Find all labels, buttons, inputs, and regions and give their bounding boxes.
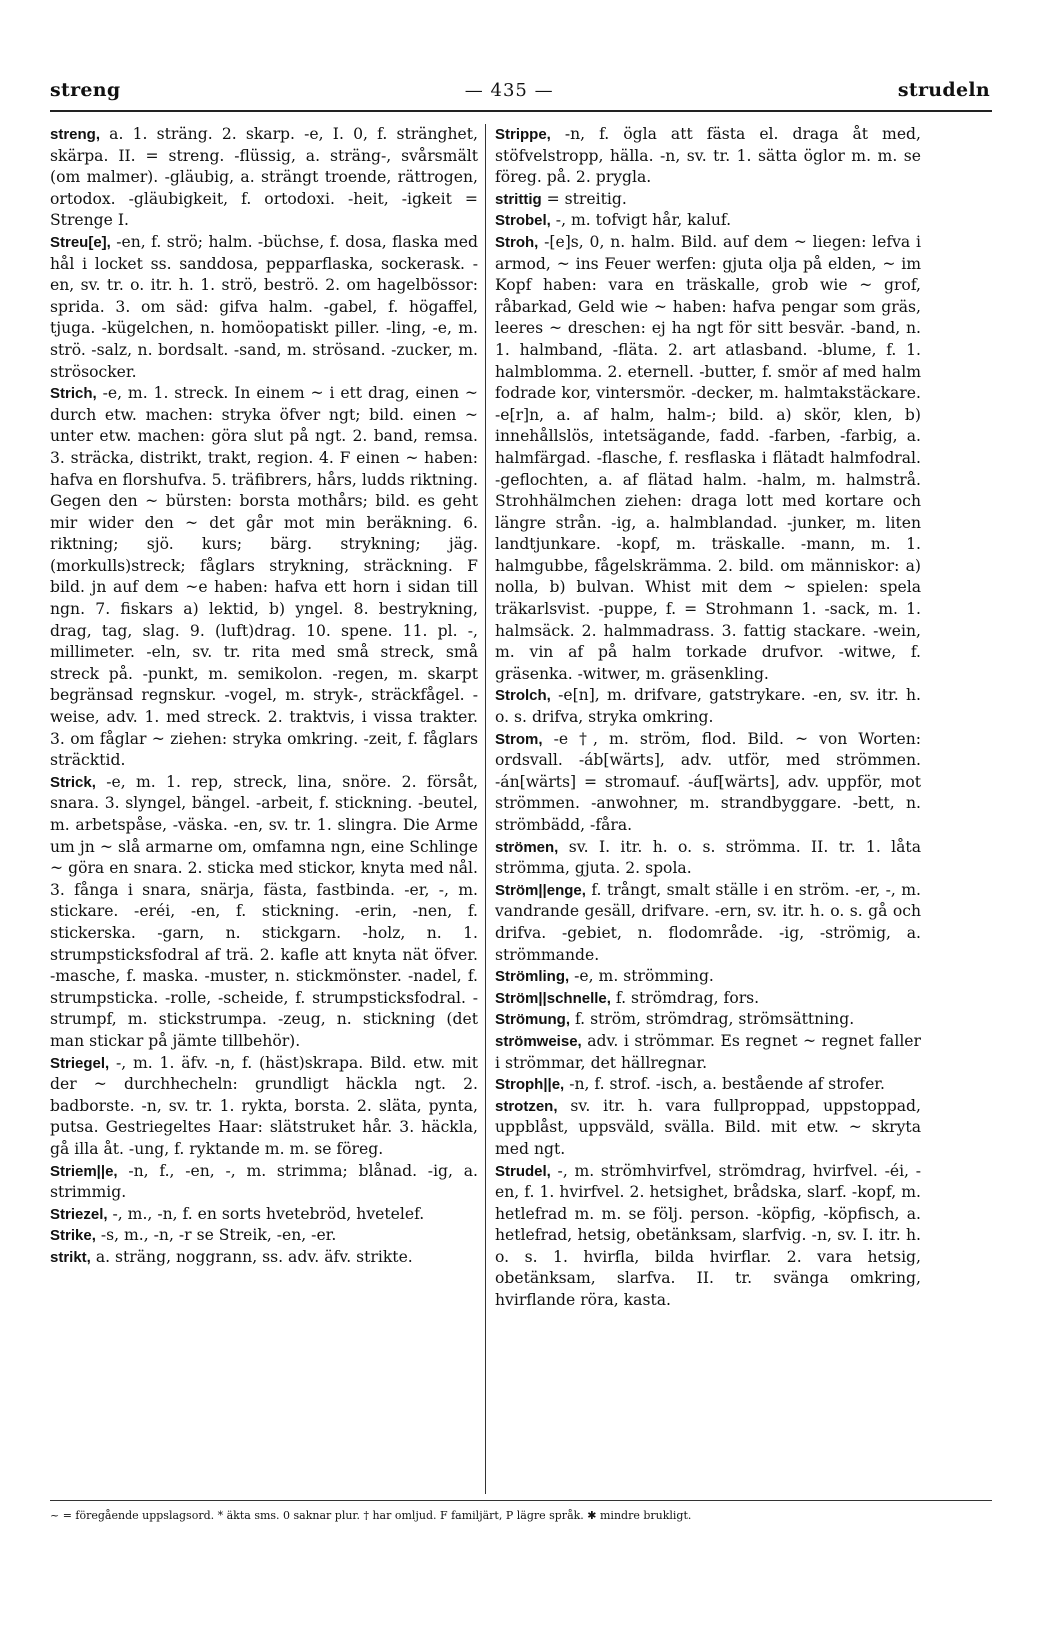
- entry-definition: -n, f. strof. -isch, a. bestående af strofer.: [564, 1075, 885, 1094]
- entry-definition: a. sträng, noggrann, ss. adv. äfv. strikte.: [90, 1247, 413, 1266]
- dictionary-entry: [495, 210, 921, 232]
- dictionary-entry: [50, 1161, 478, 1204]
- entry-definition: -e, m. strömming.: [569, 967, 714, 986]
- entry-definition: -, m. strömhvirfvel, strömdrag, hvirfvel. -éi, -en, f. 1. hvirfvel. 2. hetsighet, brådska, slarf. -kopf, m. hetlefrad m. m. se följ. person. -köpfig, -köpfisch, a. hetlefrad, hetsig, obetänksam, slarfvig. -n, sv. I. itr. h. o. s. 1. hvirfla, bilda hvirflar. 2. vara hetsig, obetänksam, slarfva. II. tr. svänga omkring, hvirflande röra, kasta.: [495, 1161, 921, 1310]
- entry-definition: = streitig.: [541, 189, 627, 208]
- entry-headword: Ström||schnelle,: [495, 989, 611, 1007]
- entry-headword: strömen,: [495, 838, 559, 856]
- entry-definition: -, m., -n, f. en sorts hvetebröd, hvetelef.: [107, 1204, 425, 1223]
- dictionary-entry: [50, 232, 478, 383]
- entry-headword: Strudel,: [495, 1162, 551, 1180]
- entry-headword: Strippe,: [495, 126, 551, 143]
- dictionary-entry: [495, 880, 921, 966]
- entry-definition: f. ström, strömdrag, strömsättning.: [570, 1010, 855, 1029]
- header-right-headword: strudeln: [897, 79, 990, 101]
- dictionary-entry: [495, 124, 921, 189]
- entry-definition: -, m. tofvigt hår, kaluf.: [550, 211, 732, 230]
- entry-definition: -n, f., -en, -, m. strimma; blånad. -ig, a. strimmig.: [50, 1161, 478, 1202]
- left-column: [50, 124, 478, 1584]
- header-rule: [50, 110, 992, 112]
- dictionary-entry: [50, 124, 478, 232]
- entry-definition: -en, f. strö; halm. -büchse, f. dosa, flaska med hål i locket ss. sanddosa, pepparflaska, sockerask. -en, sv. tr. o. itr. h. 1. strö, beströ. 2. om hagelbössor: sprida. 3. om säd: gifva halm. -gabel, f. högaffel, tjuga. -kügelchen, n. homöopatiskt piller. -ling, -e, m. strö. -salz, n. bordsalt. -sand, m. strösand. -zucker, m. strösocker.: [50, 232, 478, 381]
- dictionary-entry: [50, 1204, 478, 1226]
- entry-headword: strikt,: [50, 1248, 91, 1266]
- dictionary-entry: [495, 232, 921, 685]
- page-number: — 435 —: [464, 79, 554, 101]
- entry-headword: Strömung,: [495, 1011, 570, 1029]
- column-divider: [485, 124, 486, 1494]
- entry-headword: Stroph||e,: [495, 1076, 565, 1094]
- dictionary-entry: [495, 685, 921, 728]
- entry-headword: strittig: [495, 190, 542, 208]
- dictionary-entry: [495, 729, 921, 837]
- entry-definition: -e, m. 1. rep, streck, lina, snöre. 2. försåt, snara. 3. slyngel, bängel. -arbeit, f. stickning. -beutel, m. arbetspåse, -väska. -en, sv. tr. 1. slingra. Die Arme um jn ~ slå armarne om, omfamna ngn, eine Schlinge ~ göra en snara. 2. sticka med stickor, knyta med nål. 3. fånga i snara, snärja, fästa, fastbinda. -er, -, m. stickare. -eréi, -en, f. stickning. -erin, -nen, f. stickerska. -garn, n. stickgarn. -holz, n. 1. strumpsticksfodral af trä. 2. kafle att knyta nät öfver. -masche, f. maska. -muster, n. stickmönster. -nadel, f. strumpsticka. -rolle, -scheide, f. strumpsticksfodral. -strumpf, m. stickstrumpa. -zeug, n. stickning (det man stickar på jämte tillbehör).: [50, 772, 478, 1050]
- abbreviation-legend: ~ = föregående uppslagsord. * äkta sms. 0 saknar plur. † har omljud. F familjärt, P lägre språk. ✱ mindre brukligt.: [50, 1509, 692, 1522]
- entry-headword: strotzen,: [495, 1097, 558, 1115]
- dictionary-entry: [495, 1096, 921, 1161]
- entry-headword: Strich,: [50, 385, 97, 403]
- entry-definition: -e †, m. ström, flod. Bild. ~ von Worten: ordsvall. -áb[wärts], adv. utför, med strömmen. -án[wärts] = stromauf. -áuf[wärts], adv. uppför, mot strömmen. -anwohner, m. strandbyggare. -bett, n. strömbädd, -fåra.: [495, 729, 921, 834]
- dictionary-entry: [50, 1247, 478, 1269]
- dictionary-entry: [495, 1009, 921, 1031]
- entry-headword: Strick,: [50, 773, 96, 791]
- entry-headword: Striem||e,: [50, 1162, 118, 1180]
- entry-headword: Streu[e],: [50, 233, 111, 251]
- dictionary-entry: [495, 189, 921, 211]
- dictionary-entry: [495, 837, 921, 880]
- entry-definition: sv. itr. h. vara fullproppad, uppstoppad, uppblåst, uppsväld, svälla. Bild. mit etw. ~ skryta med ngt.: [495, 1096, 921, 1158]
- entry-headword: Strolch,: [495, 687, 551, 705]
- entry-definition: adv. i strömmar. Es regnet ~ regnet faller i strömmar, det hällregnar.: [495, 1031, 921, 1072]
- entry-definition: -, m. 1. äfv. -n, f. (häst)skrapa. Bild. etw. mit der ~ durchhecheln: grundligt häckla ngt. 2. badborste. -n, sv. tr. 1. rykta, borsta. 2. släta, pynta, putsa. Gestriegeltes Haar: slätstruket hår. 3. häckla, gå illa åt. -ung, f. ryktande m. m. se föreg.: [50, 1053, 478, 1158]
- entry-definition: f. strömdrag, fors.: [610, 988, 760, 1007]
- entry-definition: -e[n], m. drifvare, gatstrykare. -en, sv. itr. h. o. s. drifva, stryka omkring.: [495, 686, 921, 727]
- dictionary-entry: [50, 772, 478, 1053]
- entry-headword: Strom,: [495, 730, 543, 748]
- entry-definition: f. trångt, smalt ställe i en ström. -er, -, m. vandrande gesäll, drifvare. -ern, sv. itr. h. o. s. gå och drifva. -gebiet, n. flodområde. -ig, -strömig, a. strömmande.: [495, 880, 921, 964]
- entry-headword: strömweise,: [495, 1032, 582, 1050]
- entry-definition: -[e]s, 0, n. halm. Bild. auf dem ~ liegen: lefva i armod, ~ ins Feuer werfen: gjuta olja på elden, ~ im Kopf haben: vara en träskalle, grob wie ~ grof, råbarkad, Geld wie ~ haben: hafva pengar som gräs, leeres ~ dreschen: ej ha ngt för sitt besvär. -band, n. 1. halmband, -fläta. 2. art atlasband. -blume, f. 1. halmblomma. 2. eternell. -butter, f. smör af med halm fodrade kor, vintersmör. -decker, m. halmtakstäckare. -e[r]n, a. af halm, halm-; bild. a) skör, klen, b) innehållslös, intetsägande, fadd. -farben, -farbig, a. halmfärgad. -flasche, f. resflaska i flätadt halmfodral. -geflochten, a. af flätad halm. -halm, m. halmstrå. Strohhälmchen ziehen: draga lott med kortare och längre strån. -ig, a. halmblandad. -junker, m. liten landtjunkare. -kopf, m. träskalle. -mann, m. 1. halmgubbe, fågelskrämma. 2. bild. om människor: a) nolla, b) bulvan. Whist mit dem ~ spielen: spela träkarlsvist. -puppe, f. = Strohmann 1. -sack, m. 1. halmsäck. 2. halmmadrass. 3. fattig stackare. -wein, m. vin af på halm torkade drufvor. -witwe, f. gräsenka. -witwer, m. gräsenkling.: [495, 232, 921, 683]
- dictionary-entry: [50, 383, 478, 772]
- entry-headword: Strömling,: [495, 968, 570, 986]
- right-column: [495, 124, 921, 1584]
- entry-definition: -s, m., -n, -r se Streik, -en, -er.: [95, 1226, 337, 1245]
- entry-headword: Ström||enge,: [495, 881, 586, 899]
- entry-definition: sv. I. itr. h. o. s. strömma. II. tr. 1. låta strömma, gjuta. 2. spola.: [495, 837, 921, 878]
- header-left-headword: streng: [50, 79, 121, 101]
- entry-headword: streng,: [50, 126, 101, 143]
- entry-headword: Strobel,: [495, 212, 551, 230]
- dictionary-entry: [495, 1161, 921, 1312]
- entry-headword: Striezel,: [50, 1205, 108, 1223]
- entry-definition: -e, m. 1. streck. In einem ~ i ett drag, einen ~ durch etw. machen: stryka öfver ngt; bild. einen ~ unter etw. machen: göra slut på ngt. 2. band, remsa. 3. sträcka, distrikt, trakt, region. 4. F einen ~ haben: hafva en florshufva. 5. träfibrers, hårs, ludds riktning. Gegen den ~ bürsten: borsta mothårs; bild. es geht mir wider den ~ det går mot min beräkning. 6. riktning; sjö. kurs; bärg. strykning; jäg. (morkulls)streck; fåglars strykning, sträckning. F bild. jn auf dem ~e haben: hafva ett horn i sidan till ngn. 7. fiskars a) lektid, b) yngel. 8. bestrykning, drag, tag, slag. 9. (luft)drag. 10. spene. 11. pl. -, millimeter. -eln, sv. tr. rita med små streck, små streck på. -punkt, m. semikolon. -regen, m. skarpt begränsad regnskur. -vogel, m. stryk-, sträckfågel. -weise, adv. 1. med streck. 2. traktvis, i vissa trakter. 3. om fåglar ~ ziehen: stryka omkring. -zeit, f. fåglars sträcktid.: [50, 384, 478, 770]
- entry-headword: Striegel,: [50, 1054, 110, 1072]
- dictionary-entry: [495, 966, 921, 988]
- entry-headword: Strike,: [50, 1227, 96, 1245]
- entry-headword: Stroh,: [495, 233, 539, 251]
- dictionary-entry: [495, 988, 921, 1010]
- footer-rule: [50, 1500, 992, 1501]
- entry-definition: -n, f. ögla att fästa el. draga åt med, stöfvelstropp, hälla. -n, sv. tr. 1. sätta öglor m. m. se föreg. på. 2. prygla.: [495, 125, 921, 187]
- dictionary-entry: [495, 1074, 921, 1096]
- entry-definition: a. 1. sträng. 2. skarp. -e, I. 0, f. stränghet, skärpa. II. = streng. -flüssig, a. sträng-, svårsmält (om malmer). -gläubig, a. strängt troende, rättrogen, ortodox. -gläubigkeit, f. ortodoxi. -heit, -igkeit = Strenge I.: [50, 125, 478, 230]
- dictionary-entry: [495, 1031, 921, 1074]
- dictionary-entry: [50, 1225, 478, 1247]
- dictionary-entry: [50, 1053, 478, 1161]
- page-header: [50, 72, 990, 108]
